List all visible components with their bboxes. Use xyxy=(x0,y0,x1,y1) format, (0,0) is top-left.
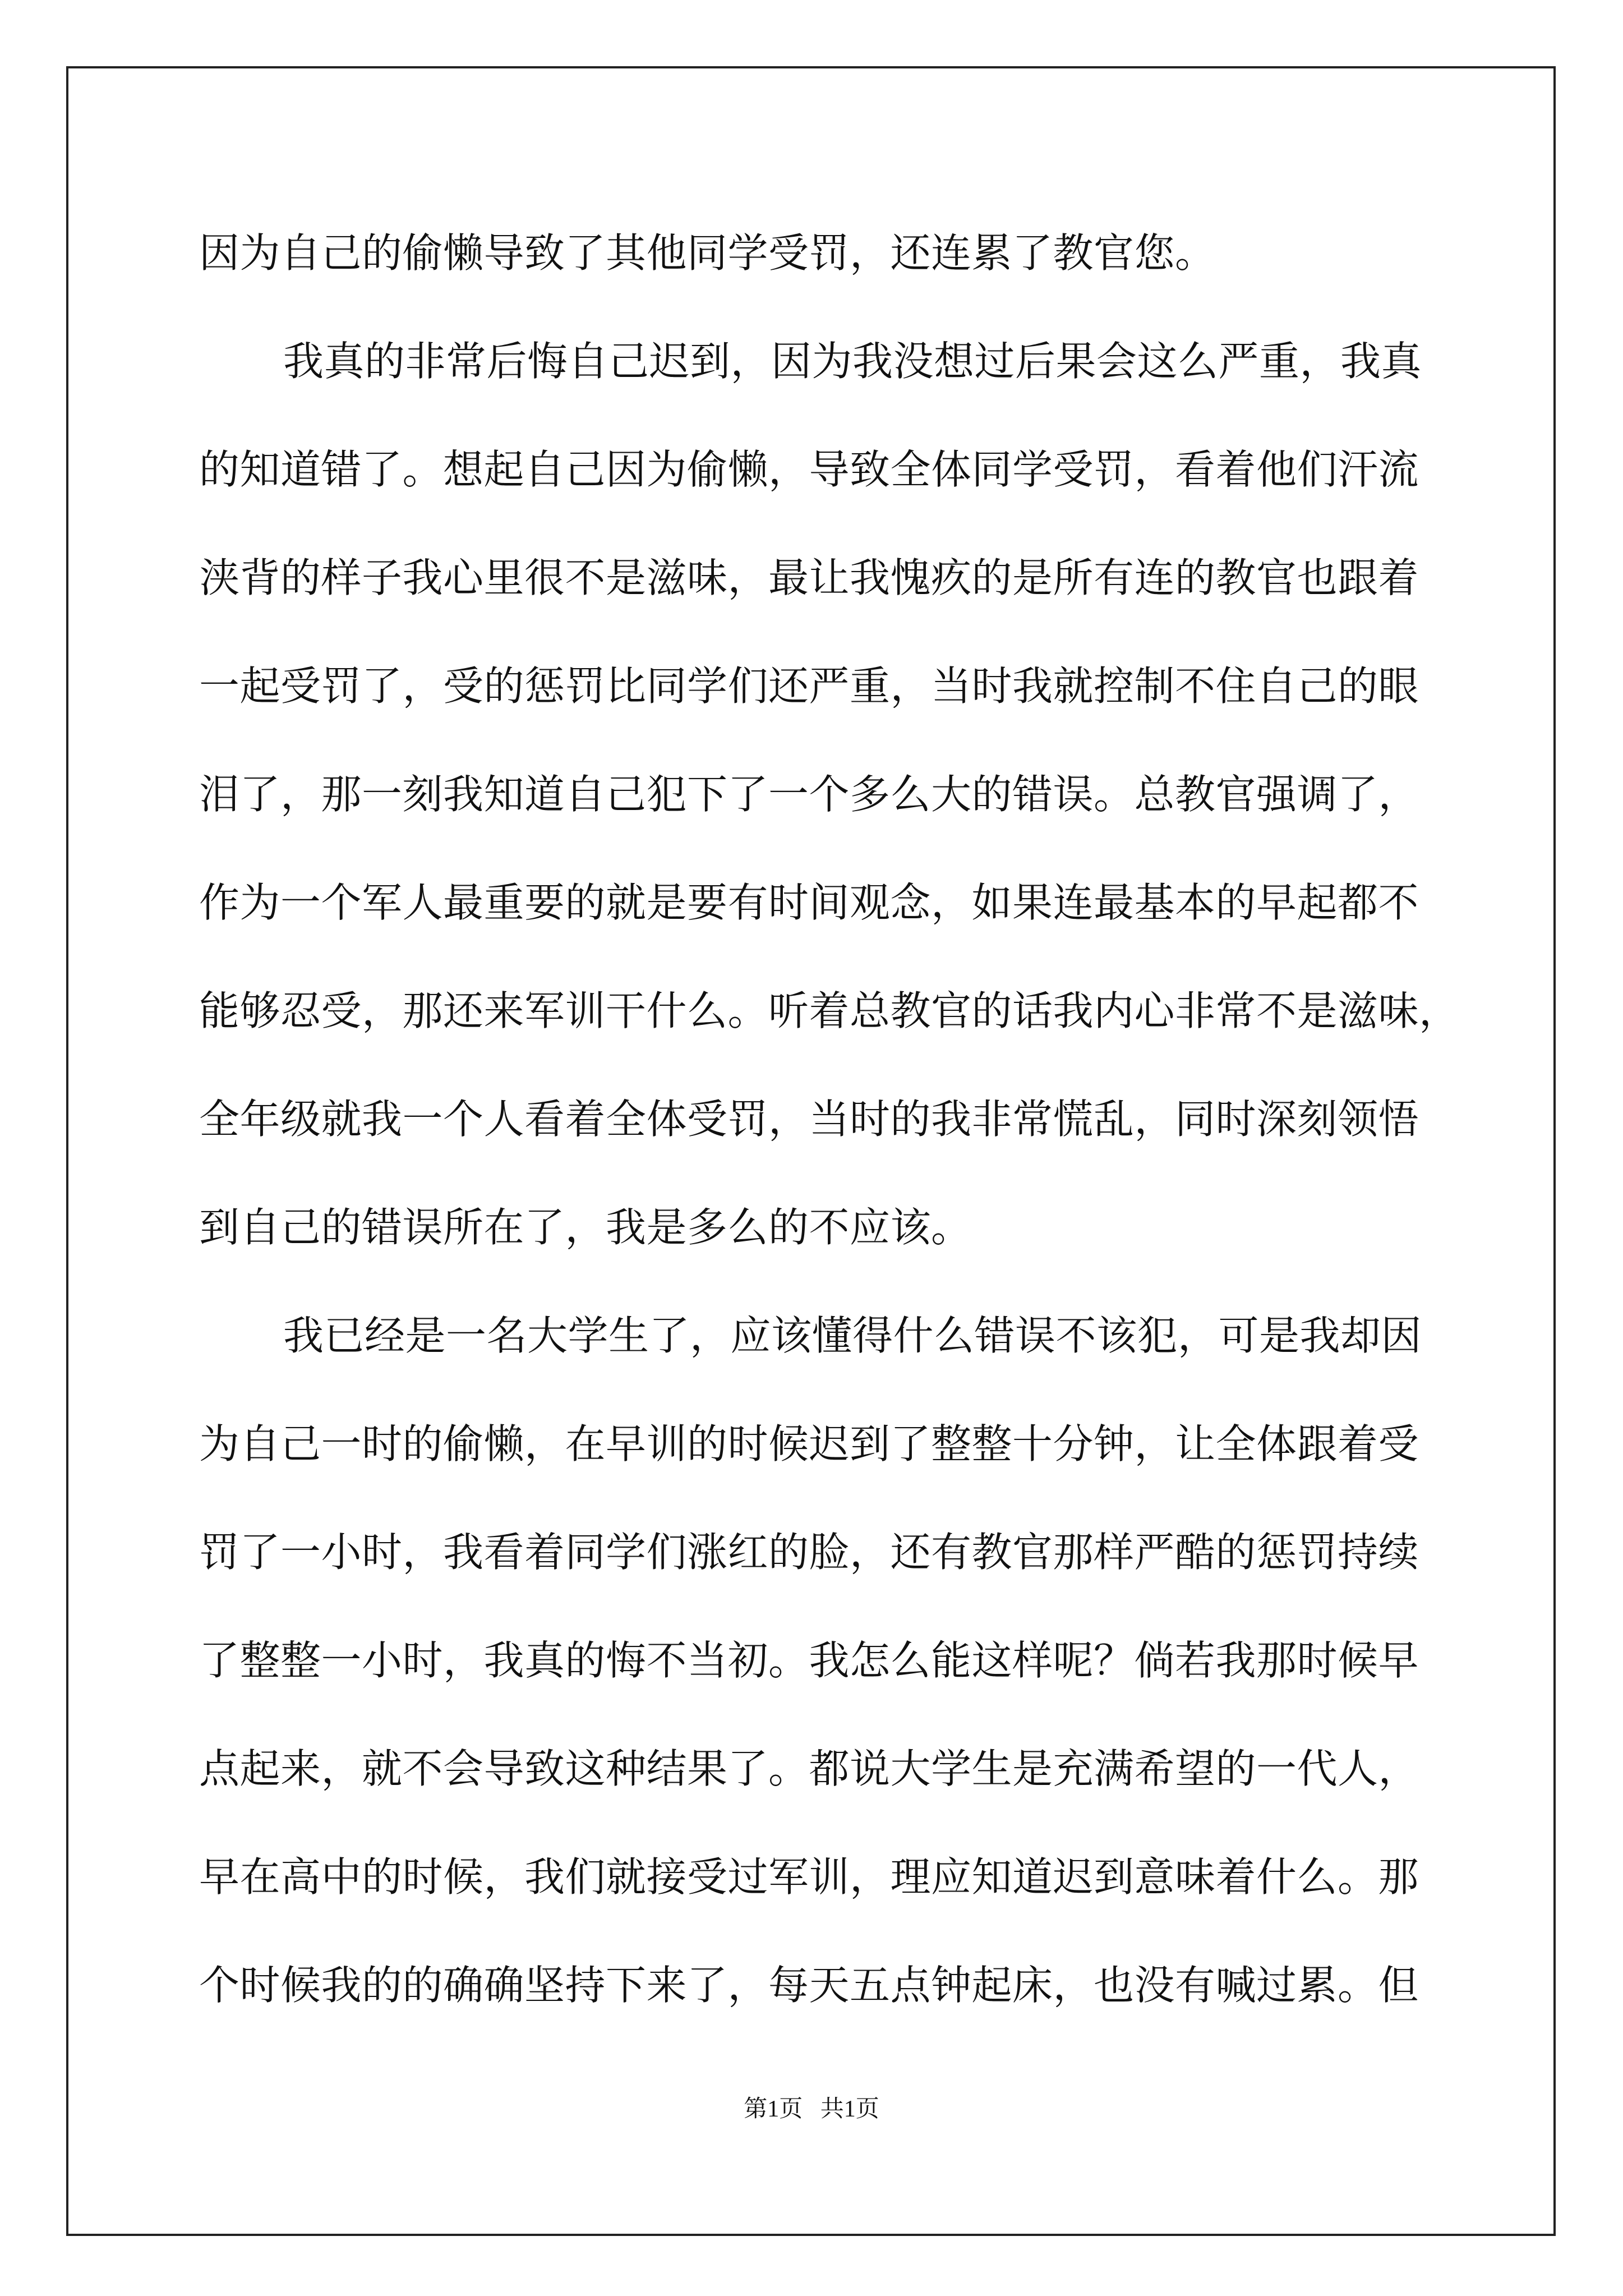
text-line: 泪了，那一刻我知道自己犯下了一个多么大的错误。总教官强调了， xyxy=(199,771,1419,818)
text-line: 我已经是一名大学生了，应该懂得什么错误不该犯，可是我却因 xyxy=(283,1312,1422,1359)
text-line: 作为一个军人最重要的就是要有时间观念，如果连最基本的早起都不 xyxy=(199,879,1419,926)
text-line: 点起来，就不会导致这种结果了。都说大学生是充满希望的一代人， xyxy=(199,1745,1419,1792)
document-body xyxy=(199,199,1460,2040)
text-line: 能够忍受，那还来军训干什么。听着总教官的话我内心非常不是滋味， xyxy=(199,987,1460,1034)
page-footer: 第1页 共1页 xyxy=(744,2096,879,2122)
text-line: 的知道错了。想起自己因为偷懒，导致全体同学受罚，看着他们汗流 xyxy=(199,446,1419,493)
text-line: 浃背的样子我心里很不是滋味，最让我愧疚的是所有连的教官也跟着 xyxy=(199,554,1419,601)
text-line: 全年级就我一个人看着全体受罚，当时的我非常慌乱，同时深刻领悟 xyxy=(199,1096,1419,1143)
text-line: 因为自己的偷懒导致了其他同学受罚，还连累了教官您。 xyxy=(199,229,1216,277)
text-line: 为自己一时的偷懒，在早训的时候迟到了整整十分钟，让全体跟着受 xyxy=(199,1420,1419,1467)
text-line: 一起受罚了，受的惩罚比同学们还严重，当时我就控制不住自己的眼 xyxy=(199,662,1419,710)
text-line: 了整整一小时，我真的悔不当初。我怎么能这样呢？倘若我那时候早 xyxy=(199,1637,1419,1684)
text-line: 个时候我的的确确坚持下来了，每天五点钟起床，也没有喊过累。但 xyxy=(199,1962,1419,2009)
text-line: 我真的非常后悔自己迟到，因为我没想过后果会这么严重，我真 xyxy=(283,338,1422,385)
text-line: 罚了一小时，我看着同学们涨红的脸，还有教官那样严酷的惩罚持续 xyxy=(199,1529,1419,1576)
text-line: 早在高中的时候，我们就接受过军训，理应知道迟到意味着什么。那 xyxy=(199,1853,1419,1901)
text-line: 到自己的错误所在了，我是多么的不应该。 xyxy=(199,1204,972,1251)
